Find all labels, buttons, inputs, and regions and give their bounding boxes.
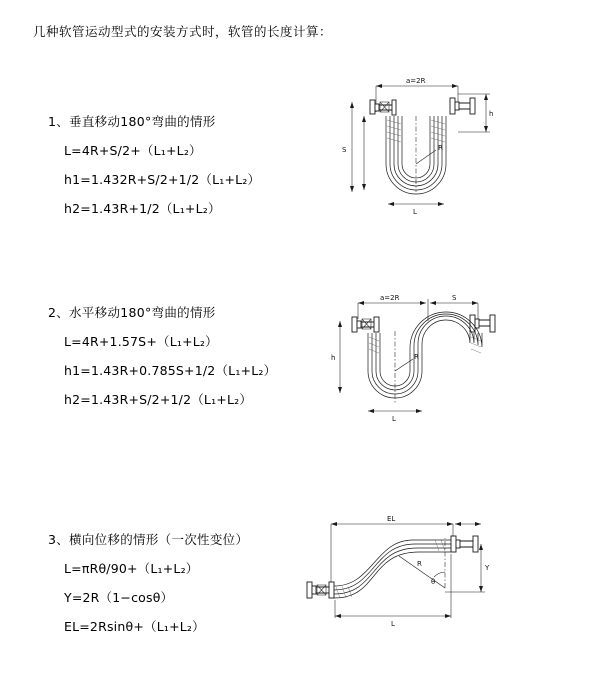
svg-text:S: S [452, 294, 457, 302]
section-horizontal-180 [48, 303, 328, 408]
svg-text:a=2R: a=2R [380, 294, 400, 302]
svg-text:Y: Y [485, 564, 490, 572]
vertical-180-bend-diagram [318, 72, 508, 262]
svg-text:EL: EL [387, 515, 396, 523]
formula-line: h2=1.43R+S/2+1/2（L₁+L₂） [64, 392, 253, 407]
svg-text:R: R [414, 353, 419, 361]
section-vertical-180 [48, 112, 328, 217]
formula-line: h1=1.432R+S/2+1/2（L₁+L₂） [64, 172, 261, 187]
formula-line: L=4R+1.57S+（L₁+L₂） [64, 334, 218, 349]
lateral-offset-diagram [295, 508, 505, 638]
section-lateral-offset [48, 530, 328, 635]
svg-text:h: h [331, 354, 336, 362]
svg-text:h: h [489, 110, 494, 118]
section-title: 1、垂直移动180°弯曲的情形 [48, 114, 216, 129]
svg-text:S: S [342, 146, 347, 154]
formula-line: EL=2Rsinθ+（L₁+L₂） [64, 619, 205, 634]
section-title: 2、水平移动180°弯曲的情形 [48, 305, 216, 320]
svg-text:L: L [413, 208, 417, 216]
formula-line: L=4R+S/2+（L₁+L₂） [64, 143, 202, 158]
svg-text:L: L [391, 620, 395, 628]
svg-text:L: L [392, 415, 396, 423]
svg-text:θ: θ [431, 578, 436, 586]
svg-text:R: R [417, 560, 422, 568]
formula-line: h1=1.43R+0.785S+1/2（L₁+L₂） [64, 363, 277, 378]
horizontal-180-bend-diagram [318, 285, 508, 455]
intro-text: 几种软管运动型式的安装方式时，软管的长度计算： [33, 24, 333, 39]
svg-text:a=2R: a=2R [406, 77, 426, 85]
formula-line: h2=1.43R+1/2（L₁+L₂） [64, 201, 221, 216]
svg-text:R: R [438, 144, 443, 152]
section-title: 3、横向位移的情形（一次性变位） [48, 532, 249, 547]
formula-line: Y=2R（1−cosθ） [64, 590, 174, 605]
formula-line: L=πRθ/90+（L₁+L₂） [64, 561, 199, 576]
